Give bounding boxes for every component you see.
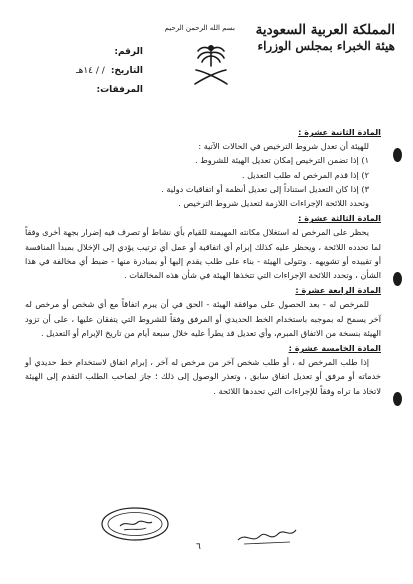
- article-12-item: ٢) إذا قدم المرخص له طلب التعديل .: [241, 169, 369, 180]
- article-12-item: ٣) إذا كان التعديل استناداً إلى تعديل أنظمة أو اتفاقيات دولية .: [161, 183, 369, 194]
- signature: [232, 516, 302, 550]
- article-12-intro: للهيئة أن تعدل شروط الترخيص في الحالات الآتية :: [198, 141, 369, 152]
- saudi-emblem-icon: [186, 40, 236, 90]
- reference-fields: [18, 42, 143, 99]
- article-12-item: ١) إذا تضمن الترخيص إمكان تعديل الهيئة للشروط .: [194, 155, 369, 166]
- reference-date-value: / / ١٤هـ: [75, 65, 105, 76]
- binder-hole: [393, 148, 402, 162]
- reference-number-row: الرقم :: [114, 46, 143, 57]
- binder-hole: [393, 392, 402, 406]
- reference-attachments-label: المرفقات: [100, 84, 143, 95]
- article-14-heading: المادة الرابعة عشرة :: [295, 285, 381, 296]
- article-15-heading: المادة الخامسة عشرة :: [288, 343, 381, 354]
- page-number: ٦: [196, 542, 201, 552]
- official-seal-stamp: [100, 506, 170, 542]
- document-body: [25, 124, 381, 398]
- reference-attachments-row: المرفقات :: [96, 84, 143, 95]
- letterhead-kingdom-name: المملكة العربية السعودية: [255, 22, 395, 38]
- reference-date-row: التاريخ : / / ١٤هـ: [75, 65, 143, 76]
- basmala-caption: بسم الله الرحمن الرحيم: [164, 24, 235, 32]
- binder-hole: [393, 272, 402, 286]
- article-14-text: للمرخص له - بعد الحصول على موافقة الهيئة - الحق في أن يبرم اتفاقاً مع أي شخص أو مرخص له آخر يسمح له بموجبه باستخدام الخط الحديدي أو المرفق وفقاً للشروط التي يتفقان عليها ، على أن تزود الهيئة بنسخة من الاتفاق المبرم، وأي تعديل قد يطرأ عليه خلال سبعة أيام من تاريخ الإبرام أو التعديل .: [25, 299, 381, 338]
- article-12-closing: وتحدد اللائحة الإجراءات اللازمة لتعديل شروط الترخيص .: [178, 198, 369, 209]
- letterhead-commission-name: هيئة الخبراء بمجلس الوزراء: [257, 39, 395, 53]
- letterhead-organization: [255, 22, 395, 54]
- article-15-text: إذا طلب المرخص له ، أو طلب شخص آخر من مرخص له آخر ، إبرام اتفاق لاستخدام خط حديدي أو خدماته أو مرفق أو تعديل اتفاق سابق ، وتعذر الوصول إلى ذلك ؛ جاز لصاحب الطلب التقدم إلى الهيئة لاتخاذ ما تراه وفقاً للإجراءات التي تحددها اللائحة .: [25, 357, 381, 396]
- article-12-heading: المادة الثانية عشرة :: [298, 127, 381, 137]
- reference-number-label: الرقم: [117, 46, 143, 57]
- reference-date-label: التاريخ: [114, 65, 143, 76]
- article-13-text: يحظر على المرخص له استغلال مكانته المهيمنة للقيام بأي نشاط أو تصرف فيه إضرار بجهة أخرى وفقاً لما تحدده اللائحة ، ويحظر عليه كذلك إبرام أي اتفاقية أو عمل أي ترتيب يؤدي إلى الإخلال بمبدأ المنافسة أو تقييده أو تشويهه . وتتولى الهيئة - بناء على طلب يقدم إليها أو بمبادرة منها - ضبط أي مخالفة في هذا الشأن ، وتحدد اللائحة الإجراءات التي تتخذها الهيئة في شأن هذه المخالفات .: [25, 227, 381, 281]
- article-13-heading: المادة الثالثة عشرة :: [298, 213, 381, 224]
